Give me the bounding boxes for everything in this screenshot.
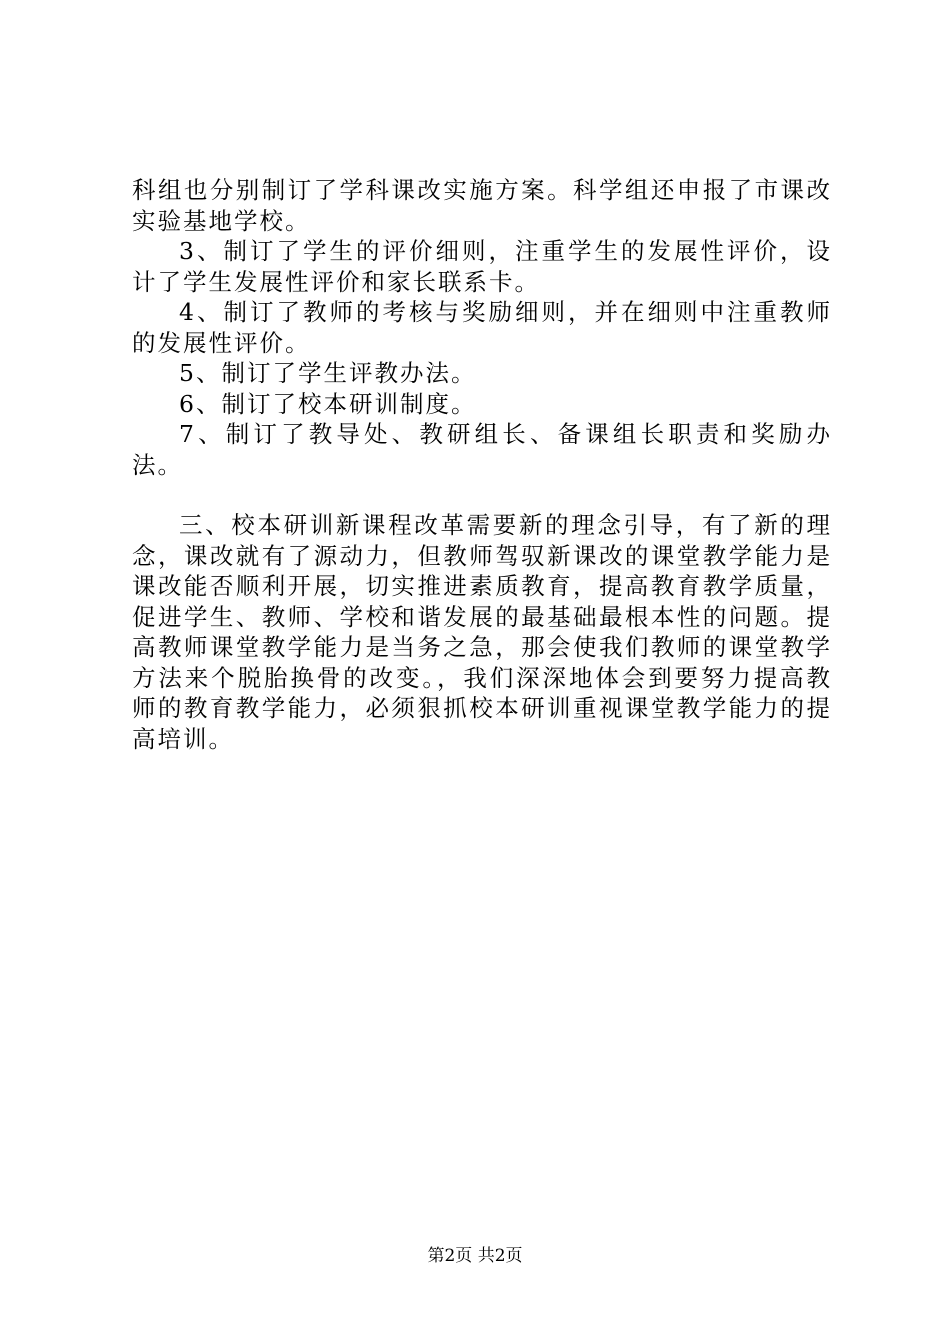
- paragraph-item-7: 7、制订了教导处、教研组长、备课组长职责和奖励办法。: [132, 420, 832, 479]
- document-body: [132, 175, 832, 754]
- paragraph-item-4: 4、制订了教师的考核与奖励细则，并在细则中注重教师的发展性评价。: [132, 298, 832, 357]
- paragraph-item-3: 3、制订了学生的评价细则，注重学生的发展性评价，设计了学生发展性评价和家长联系卡。: [132, 237, 832, 296]
- section-spacer: [132, 480, 832, 510]
- paragraph-section-three: 三、校本研训新课程改革需要新的理念引导，有了新的理念，课改就有了源动力，但教师驾驭新课改的课堂教学能力是课改能否顺利开展，切实推进素质教育，提高教育教学质量，促进学生、教师、学校和谐发展的最基础最根本性的问题。提高教师课堂教学能力是当务之急，那会使我们教师的课堂教学方法来个脱胎换骨的改变。，我们深深地体会到要努力提高教师的教育教学能力，必须狠抓校本研训重视课堂教学能力的提高培训。: [132, 511, 832, 753]
- paragraph-item-6: 6、制订了校本研训制度。: [179, 389, 477, 418]
- paragraph-item-5: 5、制订了学生评教办法。: [179, 359, 477, 387]
- page-footer: 第2页 共2页: [427, 1246, 523, 1266]
- paragraph-continuation: 科组也分别制订了学科课改实施方案。科学组还申报了市课改实验基地学校。: [132, 176, 832, 235]
